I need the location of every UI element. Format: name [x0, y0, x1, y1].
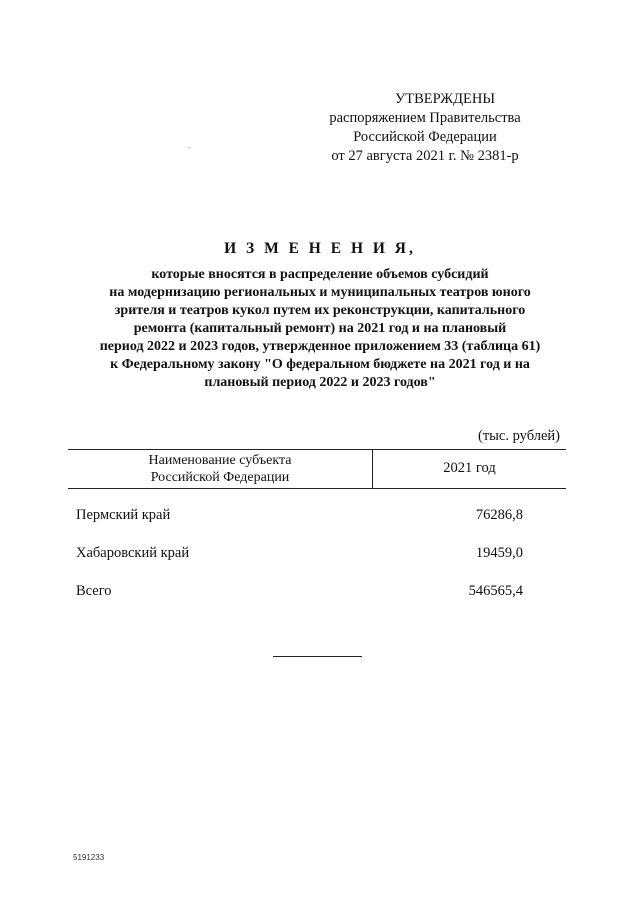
subtitle-line: плановый период 2022 и 2023 годов" [204, 375, 436, 390]
row-value: 19459,0 [475, 545, 523, 561]
column-header-year: 2021 год [443, 460, 496, 476]
scan-speck [188, 147, 190, 148]
column-header-name-line-1: Наименование субъекта [148, 453, 292, 468]
column-header-name-line-2: Российской Федерации [150, 470, 290, 485]
subtitle-line: ремонта (капитальный ремонт) на 2021 год и на плановый [133, 321, 507, 336]
approval-block [300, 90, 550, 166]
approval-title: УТВЕРЖДЕНЫ [394, 91, 496, 107]
approval-line-1: распоряжением Правительства [329, 110, 521, 126]
approval-line-2: Российской Федерации [353, 129, 497, 145]
subtitle-line: зрителя и театров кукол путем их реконструкции, капитального [114, 303, 526, 318]
units-label: (тыс. рублей) [478, 428, 560, 444]
subtitle-line: которые вносятся в распределение объемов субсидий [151, 267, 489, 282]
row-name: Хабаровский край [76, 545, 190, 561]
approval-line-3: от 27 августа 2021 г. № 2381-р [331, 148, 519, 164]
row-name: Всего [76, 583, 112, 599]
row-name: Пермский край [76, 507, 171, 523]
document-subtitle [60, 266, 580, 392]
table-header [68, 449, 566, 489]
column-header-name [68, 450, 373, 488]
document-heading: И З М Е Н Е Н И Я, [224, 240, 416, 257]
subtitle-line: к Федеральному закону "О федеральном бюджете на 2021 год и на [110, 357, 530, 372]
row-value: 76286,8 [475, 507, 523, 523]
subtitle-line: период 2022 и 2023 годов, утвержденное приложением 33 (таблица 61) [99, 339, 541, 354]
document-number: 5191233 [73, 853, 105, 862]
subtitle-line: на модернизацию региональных и муниципальных театров юного [109, 285, 531, 300]
row-value: 546565,4 [468, 583, 523, 599]
end-divider [273, 656, 362, 657]
